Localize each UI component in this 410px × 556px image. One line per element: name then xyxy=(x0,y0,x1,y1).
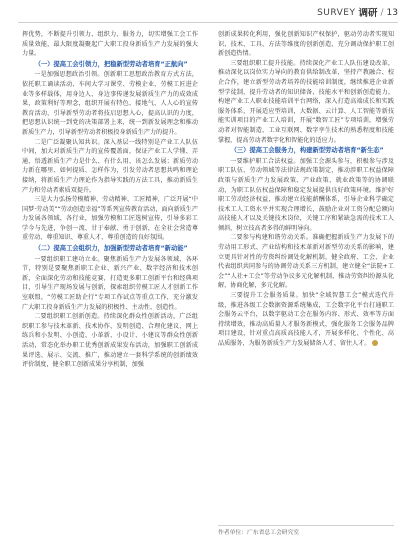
body-paragraph: 二要参与构建和谐劳动关系。准确把握新质生产力发展下的劳动用工形式、产业结构和技术革新对新型劳动关系的影响，建立更具针对性的劳资纠纷调处化解机制，健全政府、工会、企业代表组织共同参与的协调劳动关系三方机制，建立健全“法院+工会”“人社+工会”等劳动争议多元化解机制，推动劳资纠纷源头化解，协商化解，多元化解。 xyxy=(218,234,394,290)
body-paragraph: 创新成果转化利用，强化创新知识产权保护，驱动劳动者实现知识、技术、工具、方法等维度的创新创造，充分调动保护职工创新创造热情。 xyxy=(218,31,394,58)
end-mark-icon xyxy=(372,340,378,346)
left-column xyxy=(22,30,198,370)
body-paragraph: 一要组织职工建功立业。聚焦新质生产力发展各领域、各环节，特别是要聚焦新职工企业、新兴产业、数字经济和技术创新，全面深化劳动和技能竞赛，打造更多职工创新平台和经典项目，引导生产现场发展与创新，探索组织劳模工匠人才创新工作室联盟，“劳模工匠助企行”专项工作试点等重点工作，充分激发广大职工投身新质生产力发展的积极性、主动性、创造性。 xyxy=(22,255,198,311)
body-paragraph: 三要组织职工提升技能。持续深化产业工人队伍建设改革，推动深化以岗位实力导向的教育供给制改革，坚持产教融合、校企合作，建立新型劳动者培养的技能培训制度，继续推进企业新型学徒制，提升劳动者的知识储备、技能水平和创新创造能力。构建产业工人职业技能培训平台网络，深入打造高端成长和实践服务体系，开展适应型培训，大数据、云计算、人工智能等新技能实训项目的产业工人培训，开展“数智工匠”专项培训，增强劳动者对智能制造、工业互联网、数字孪生技术的熟悉程度和技能掌握，提高劳动者数字化和智能化的适应力。 xyxy=(218,59,394,144)
section-heading: （二）提高工会组织力，加强新型劳动者培育“新动能” xyxy=(34,245,188,253)
body-paragraph: 挥优势，不断提升引领力、组织力、服务力，切实增强工会工作质量效能，最大限度凝聚起广大职工投身新质生产力发展的强大力量。 xyxy=(22,31,198,58)
header-rule xyxy=(18,22,398,23)
body-paragraph: 三要提升工会服务质量。加快“全域智慧工会”模式迭代升级，推进各级工会数据资源系统集成，工会数字化平台打通职工会服务云平台，以数字驱动工会在服务内容、形式、效率等方面持续增效，推动高质量人才服务新模式，强化服务工会服务品牌项目建设，针对重点高质高技能人才，开展多样化、个性化、高品质服务，为服务新质生产力发展储备人才、留住人才。 xyxy=(218,292,394,347)
section-label-cn: 调研 xyxy=(358,8,378,19)
section-heading: （三）提高工会服务力，构建新型劳动者培育“新生态” xyxy=(230,147,384,155)
page-header xyxy=(317,8,398,19)
body-paragraph: 一要维护职工合法权益。加强工会源头参与，积极参与涉及职工队伍、劳动领域等法律法规政策制定，推动涉职工权益保障政策与新质生产力发展政策、产业政策、就业政策等的协调联动，为职工队伍权益保障和稳定发展提供良好政策环境。维护好职工劳动经济权益，推动建立技能薪酬体系，引导企业科学确定技术工人工资水平并实现合理增长，鼓励企业对工资分配总额向高技能人才以及关键技术岗位，关键工序和紧缺急需的技术工人倾斜，树立技高者多得的鲜明导向。 xyxy=(218,157,394,232)
body-paragraph: 二是广泛凝聚认知共识。深入基层一线特别是产业工人队伍中间，加大对新质生产力的宣传覆盖面，保证产业工人学懂、弄通、悟透新质生产力是什么、有什么用、该怎么发展；新质劳动力新在哪里、如何提质、怎样作为，引发劳动者思想共鸣和理论接纳，将新质生产力理论作为指导实践的方法工具，推动新质生产力和劳动者素质双提升。 xyxy=(22,138,198,194)
page-number: 13 xyxy=(386,8,398,18)
author-affiliation: 作者单位：广东省总工会研究室 xyxy=(218,530,300,536)
body-paragraph: 三是大力弘扬劳模精神、劳动精神、工匠精神，广泛开展“中国梦·劳动美”“劳动创造幸福”等系列宣传教育活动，面向新质生产力发展各领域、各行业，加强劳模和工匠选树宣传，引导多彩工学今与先进，争创一流、甘于奉献、勇于创新，在全社会营造尊重劳动、尊重知识、尊重人才、尊重创造的良好氛围。 xyxy=(22,196,198,242)
right-column xyxy=(218,30,394,349)
section-label: SURVEY xyxy=(317,8,356,18)
author-divider xyxy=(218,525,394,526)
section-heading: （一）提高工会引领力，把稳新型劳动者培育“正航向” xyxy=(34,60,188,68)
header-separator: / xyxy=(380,8,384,18)
body-paragraph: 一是加强思想政治引领。创新职工思想政治教育方式方法，依托职工诵读活动、车间大学习课堂、劳模企业、劳模工匠进企业等多样载体，用身边人、身边事传递发展新质生产力的成效成果，政策利好等理念，组织开展有特色、接地气、人人心的宣传教育活动，引导新型劳动者将技启思想入心，提高认识的力度，把思想认识统一到党的决策部署上来，统一到新发展理念和推动新质生产力，引导新型劳动者积极投身新质生产力的提升。 xyxy=(22,71,198,136)
body-paragraph: 二要组织职工创新创造。持续深化群众性创新活动，广泛组织职工参与技术革新、技术协作、发明创造、合理化建议、网上练兵和小发明、小创造、小革新、小设计、小建议等群众性创新活动，常态化举办职工优秀创新成果发布活动，加强职工创新成果评选、展示、交流、推广，推动建立一套科学系统的创新绩效评价制度，健全职工创新成果分享机制，加强 xyxy=(22,313,198,369)
